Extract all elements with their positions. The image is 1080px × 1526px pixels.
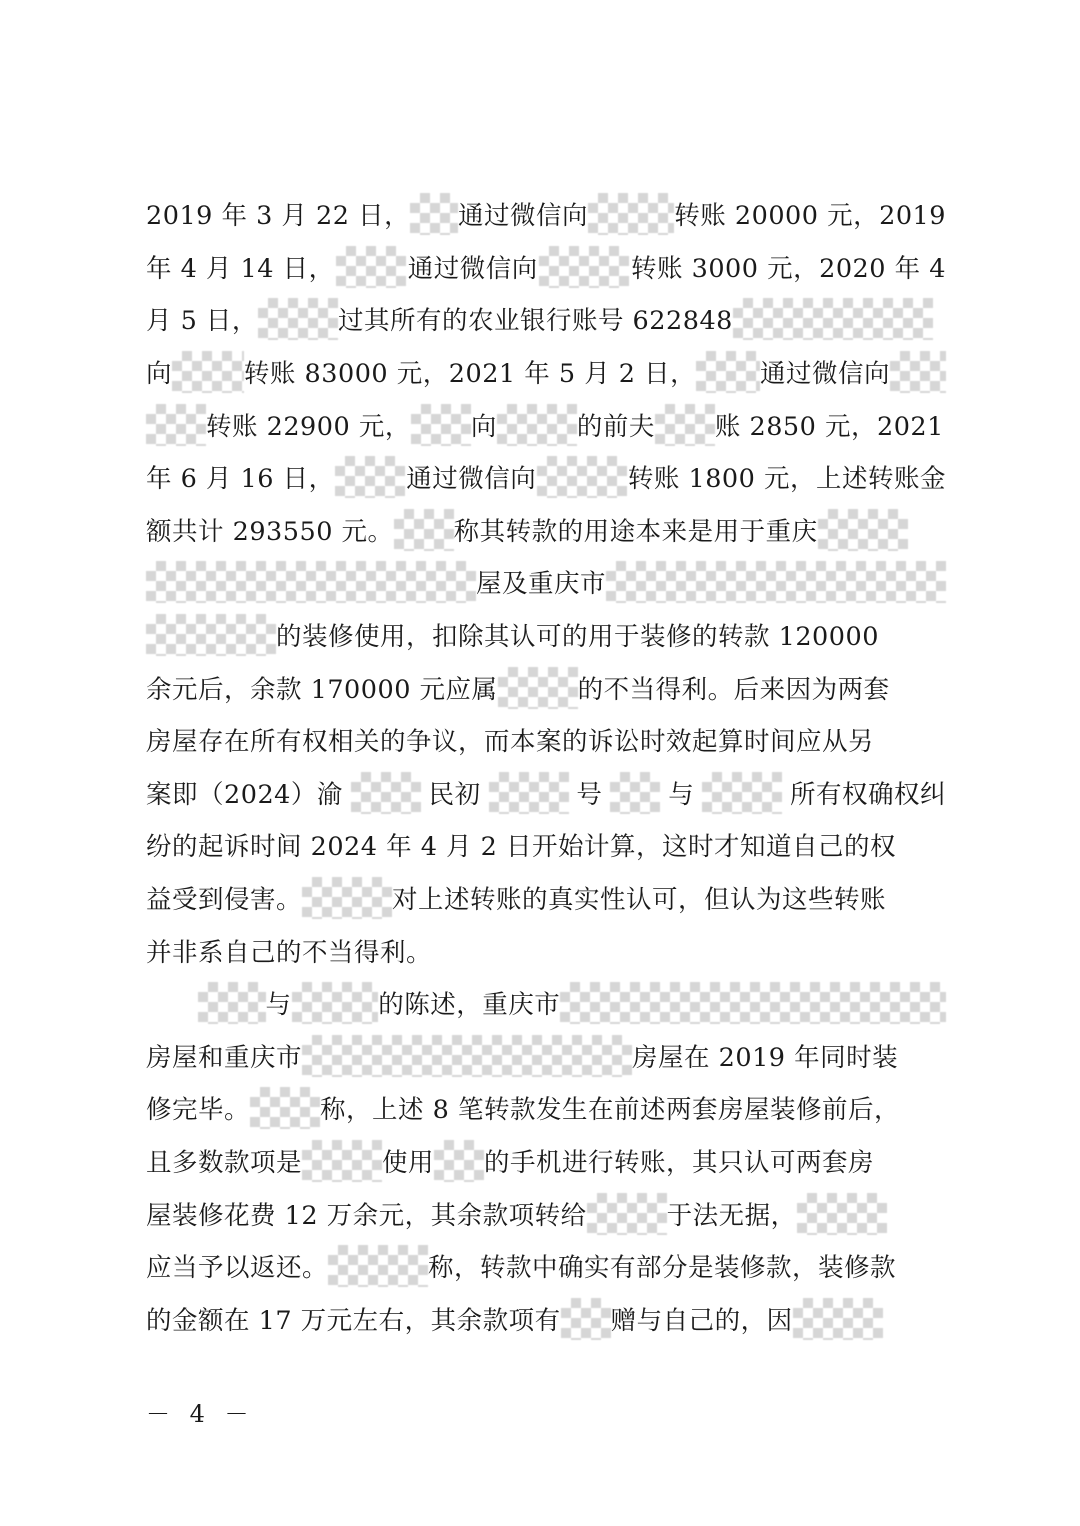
redaction-block (172, 351, 244, 393)
redaction-block (351, 772, 421, 814)
text-segment: 于法无据， (666, 1200, 797, 1231)
text-segment: 额共计 293550 元。 (146, 516, 394, 547)
text-segment: 转账 83000 元，2021 年 5 月 2 日， (243, 359, 697, 390)
redaction-block (146, 614, 276, 656)
redaction-block (302, 1140, 382, 1182)
redaction-block (587, 1193, 667, 1235)
text-segment: 转账 3000 元，2020 年 4 (631, 253, 946, 284)
text-segment: 转账 1800 元，上述转账金 (627, 464, 946, 495)
redaction-block (793, 1298, 883, 1340)
text-segment: 民初 (428, 779, 481, 810)
text-segment: 屋装修花费 12 万余元，其余款项转给 (146, 1200, 587, 1231)
redaction-block (560, 982, 946, 1024)
redaction-block (198, 982, 266, 1024)
text-line (146, 451, 946, 504)
text-line (146, 346, 946, 399)
text-segment: 过其所有的农业银行账号 622848 (337, 306, 733, 337)
text-segment: 且多数款项是 (146, 1147, 303, 1178)
text-segment: 月 5 日， (146, 306, 258, 337)
redaction-block (818, 509, 908, 551)
redaction-block (410, 193, 458, 235)
redaction-block (588, 193, 674, 235)
redaction-block (890, 351, 946, 393)
text-segment: 与 (668, 779, 695, 810)
redaction-block (394, 509, 454, 551)
text-line (146, 609, 946, 662)
text-segment: 纷的起诉时间 2024 年 4 月 2 日开始计算，这时才知道自己的权 (146, 832, 896, 863)
redaction-block (655, 404, 715, 446)
text-segment: 年 4 月 14 日， (146, 253, 335, 284)
text-segment: 对上述转账的真实性认可，但认为这些转账 (392, 885, 887, 916)
text-segment: 称其转款的用途本来是用于重庆 (453, 516, 818, 547)
text-segment: 通过微信向 (407, 253, 538, 284)
text-line (146, 504, 946, 557)
text-line (146, 293, 946, 346)
text-segment: 应当予以返还。 (146, 1253, 329, 1284)
text-segment: 的不当得利。后来因为两套 (577, 674, 890, 705)
redaction-block (302, 877, 392, 919)
text-segment: 屋及重庆市 (476, 569, 607, 600)
redaction-block (696, 351, 760, 393)
text-line (146, 977, 946, 1030)
text-line (146, 241, 946, 294)
text-line (146, 1187, 946, 1240)
text-segment: 与 (265, 990, 292, 1021)
redaction-block (146, 404, 206, 446)
text-segment: 案即（2024）渝 (146, 779, 343, 810)
text-line (146, 767, 946, 820)
text-segment: 转账 20000 元，2019 (674, 201, 946, 232)
redaction-block (302, 1035, 632, 1077)
text-line (146, 924, 946, 977)
text-segment: 号 (576, 779, 603, 810)
redaction-block (733, 298, 933, 340)
text-segment: 的前夫 (576, 411, 655, 442)
text-line (146, 188, 946, 241)
redaction-block (498, 667, 578, 709)
text-segment: 的陈述，重庆市 (378, 990, 561, 1021)
redaction-block (258, 298, 338, 340)
redaction-block (497, 404, 577, 446)
text-segment: 并非系自己的不当得利。 (146, 937, 433, 968)
redaction-block (539, 246, 629, 288)
text-segment: 房屋和重庆市 (146, 1042, 303, 1073)
text-segment: 通过微信向 (458, 201, 589, 232)
text-segment: 转账 22900 元， (206, 411, 411, 442)
text-segment: 房屋在 2019 年同时装 (632, 1042, 899, 1073)
text-segment: 赠与自己的，因 (610, 1305, 793, 1336)
text-segment: 称，上述 8 笔转款发生在前述两套房屋装修前后， (320, 1095, 900, 1126)
text-segment: 修完毕。 (146, 1095, 251, 1126)
redaction-block (336, 246, 406, 288)
redaction-block (146, 561, 476, 603)
text-line (146, 1240, 946, 1293)
text-segment: 所有权确权纠 (789, 779, 946, 810)
text-segment: 年 6 月 16 日， (146, 464, 335, 495)
redaction-block (561, 1298, 611, 1340)
text-segment: 的装修使用，扣除其认可的用于装修的转款 120000 (276, 622, 879, 653)
text-segment: 称，转款中确实有部分是装修款，装修款 (428, 1253, 897, 1284)
redaction-block (250, 1087, 320, 1129)
redaction-block (797, 1193, 887, 1235)
redaction-block (702, 772, 782, 814)
redaction-block (434, 1140, 484, 1182)
text-segment: 通过微信向 (760, 359, 891, 390)
text-segment: 向 (470, 411, 497, 442)
body-text (146, 188, 946, 1345)
text-line (146, 398, 946, 451)
redaction-block (411, 404, 471, 446)
text-segment: 余元后，余款 170000 元应属 (146, 674, 498, 705)
text-segment: 使用 (382, 1147, 435, 1178)
text-segment: 益受到侵害。 (146, 885, 303, 916)
text-segment: 房屋存在所有权相关的争议，而本案的诉讼时效起算时间应从另 (146, 727, 875, 758)
text-line (146, 1135, 946, 1188)
text-line (146, 1292, 946, 1345)
text-line (146, 819, 946, 872)
text-segment: 的金额在 17 万元左右，其余款项有 (146, 1305, 561, 1336)
redaction-block (606, 561, 946, 603)
text-line (146, 714, 946, 767)
page-number: － 4 － (146, 1400, 255, 1428)
text-segment: 2019 年 3 月 22 日， (146, 201, 411, 232)
text-line (146, 1030, 946, 1083)
redaction-block (537, 456, 627, 498)
text-line (146, 556, 946, 609)
redaction-block (489, 772, 569, 814)
text-segment: 向 (146, 359, 173, 390)
redaction-block (335, 456, 405, 498)
text-segment: 账 2850 元，2021 (714, 411, 944, 442)
redaction-block (328, 1245, 428, 1287)
text-segment: 的手机进行转账，其只认可两套房 (484, 1147, 875, 1178)
text-segment: 通过微信向 (406, 464, 537, 495)
redaction-block (610, 772, 660, 814)
text-line (146, 872, 946, 925)
text-line (146, 661, 946, 714)
text-line (146, 1082, 946, 1135)
redaction-block (292, 982, 379, 1024)
